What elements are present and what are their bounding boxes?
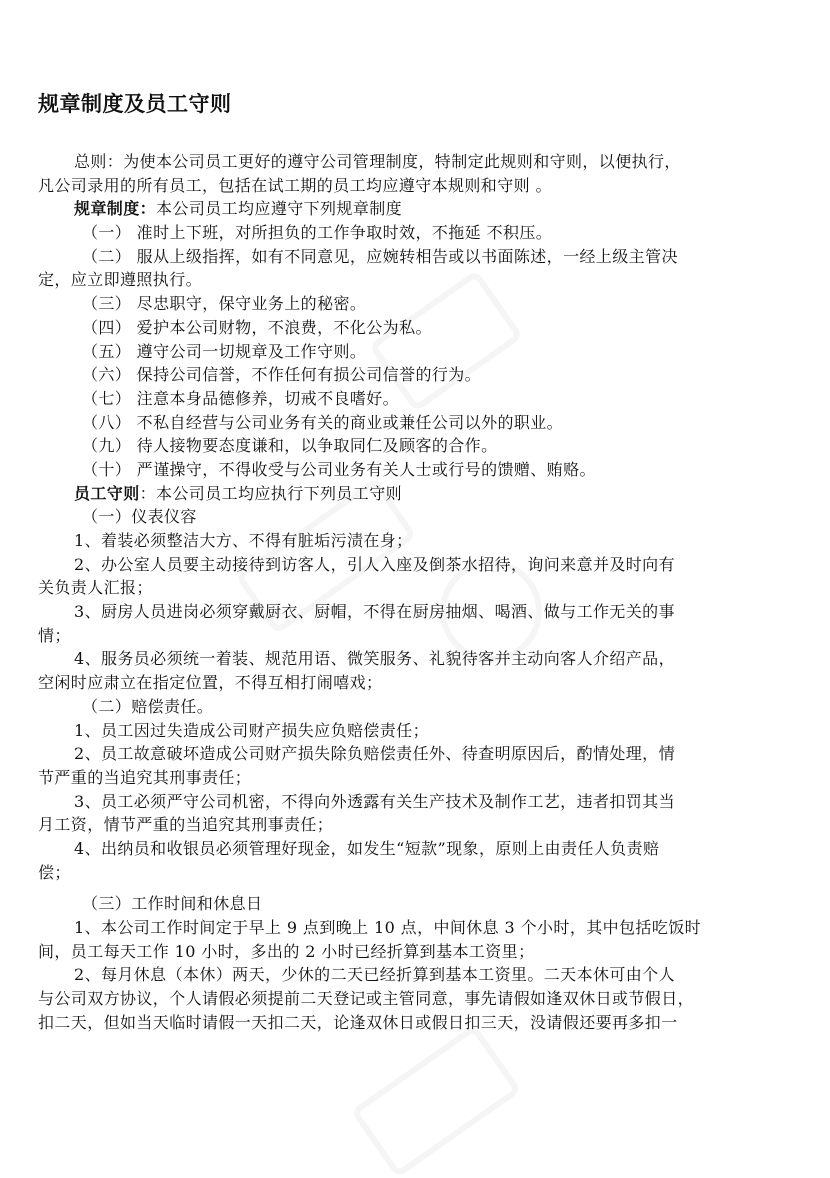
paragraph-line: 4、出纳员和收银员必须管理好现金，如发生“短款”现象，原则上由责任人负责赔 <box>74 838 660 858</box>
paragraph-line: 1、本公司工作时间定于早上 9 点到晚上 10 点，中间休息 3 个小时，其中包括吃饭时 <box>74 918 702 937</box>
section-heading-text: ：本公司员工均应执行下列员工守则 <box>139 483 403 503</box>
section-heading-rules <box>38 197 798 221</box>
rule-item: （五） 遵守公司一切规章及工作守则。 <box>82 341 367 361</box>
paragraph-line: 1、员工因过失造成公司财产损失应负赔偿责任； <box>74 720 429 740</box>
watermark-mark <box>350 1024 522 1178</box>
paragraph-line: 月工资，情节严重的当追究其刑事责任； <box>38 815 334 835</box>
paragraph-line: 4、服务员必须统一着装、规范用语、微笑服务、礼貌待客并主动向客人介绍产品， <box>74 649 675 669</box>
paragraph-line: 间，员工每天工作 10 小时，多出的 2 小时已经折算到基本工资里； <box>38 941 535 961</box>
paragraph-line: 3、厨房人员进岗必须穿戴厨衣、厨帽，不得在厨房抽烟、喝酒、做与工作无关的事 <box>74 602 675 622</box>
rule-item: （二） 服从上级指挥，如有不同意见，应婉转相告或以书面陈述，一经上级主管决 <box>82 246 678 266</box>
paragraph-line: 2、员工故意破坏造成公司财产损失除负赔偿责任外、待查明原因后，酌情处理，情 <box>74 744 675 764</box>
document-body <box>38 150 798 1034</box>
paragraph-line: 关负责人汇报； <box>38 578 153 598</box>
rule-item: （一） 准时上下班，对所担负的工作争取时效，不拖延 不积压。 <box>82 223 553 243</box>
section-heading-label: 员工守则 <box>74 483 140 503</box>
rule-item: （八） 不私自经营与公司业务有关的商业或兼任公司以外的职业。 <box>82 412 564 432</box>
paragraph-line: 空闲时应肃立在指定位置，不得互相打闹嘻戏； <box>38 673 383 693</box>
paragraph-line: 2、办公室人员要主动接待到访客人，引人入座及倒茶水招待，询问来意并及时向有 <box>74 554 675 574</box>
paragraph-line: 2、每月休息（本休）两天，少休的二天已经折算到基本工资里。二天本休可由个人 <box>74 965 675 985</box>
section-heading-label: 规章制度： <box>74 199 157 219</box>
paragraph-line: 情； <box>38 625 71 645</box>
rule-item: （十） 严谨操守，不得收受与公司业务有关人士或行号的馈赠、贿赂。 <box>82 459 596 479</box>
paragraph-line: 偿； <box>38 862 71 882</box>
paragraph-line: 定，应立即遵照执行。 <box>38 270 203 290</box>
paragraph-line: 凡公司录用的所有员工，包括在试工期的员工均应遵守本规则和守则 。 <box>38 175 552 195</box>
paragraph-line: 总则：为使本公司员工更好的遵守公司管理制度，特制定此规则和守则，以便执行， <box>74 152 681 171</box>
section-heading-conduct <box>38 482 798 506</box>
subsection-heading: （一）仪表仪容 <box>82 507 197 527</box>
paragraph-line: 节严重的当追究其刑事责任； <box>38 767 252 787</box>
page-title: 规章制度及员工守则 <box>38 92 232 116</box>
paragraph-line: 3、员工必须严守公司机密，不得向外透露有关生产技术及制作工艺，违者扣罚其当 <box>74 791 675 811</box>
paragraph-line: 1、着装必须整洁大方、不得有脏垢污渍在身； <box>74 531 413 550</box>
rule-item: （七） 注意本身品德修养，切戒不良嗜好。 <box>82 388 400 408</box>
rule-item: （三） 尽忠职守，保守业务上的秘密。 <box>82 294 367 314</box>
paragraph-line: 与公司双方协议，个人请假必须提前二天登记或主管同意，事先请假如逢双休日或节假日， <box>38 989 695 1009</box>
subsection-heading: （二）赔偿责任。 <box>82 696 214 716</box>
paragraph-line: 扣二天，但如当天临时请假一天扣二天，论逢双休日或假日扣三天，没请假还要再多扣一 <box>38 1012 678 1032</box>
subsection-heading: （三）工作时间和休息日 <box>82 894 263 914</box>
section-heading-text: 本公司员工均应遵守下列规章制度 <box>156 199 403 219</box>
rule-item: （六） 保持公司信誉，不作任何有损公司信誉的行为。 <box>82 365 482 385</box>
rule-item: （九） 待人接物要态度谦和，以争取同仁及顾客的合作。 <box>82 436 498 456</box>
rule-item: （四） 爱护本公司财物，不浪费，不化公为私。 <box>82 317 432 337</box>
